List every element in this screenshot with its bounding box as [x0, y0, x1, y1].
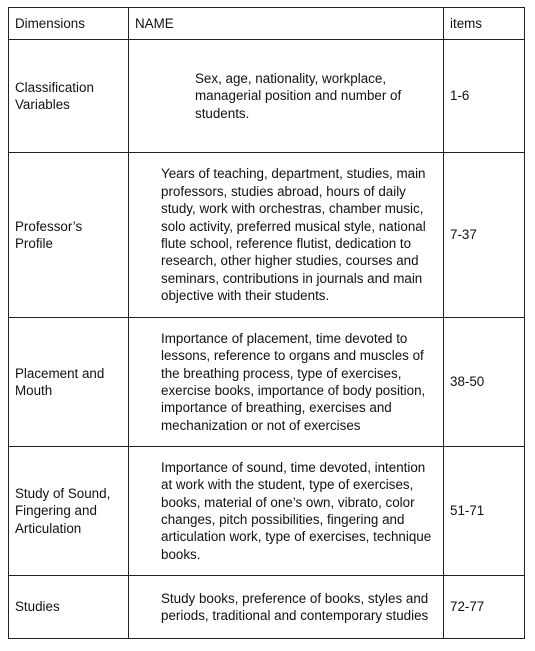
- table-row: [9, 447, 525, 576]
- items-cell: 1-6: [444, 40, 525, 153]
- header-name: NAME: [129, 8, 444, 40]
- name-cell: Study books, preference of books, styles and periods, traditional and contemporary studies: [129, 576, 444, 639]
- dimension-cell: Classification Variables: [9, 40, 129, 153]
- header-items: items: [444, 8, 525, 40]
- items-cell: 51-71: [444, 447, 525, 576]
- dimension-cell: Placement and Mouth: [9, 318, 129, 447]
- items-cell: 72-77: [444, 576, 525, 639]
- dimension-cell: Study of Sound, Fingering and Articulation: [9, 447, 129, 576]
- table-row: [9, 40, 525, 153]
- dimension-cell: Professor’s Profile: [9, 153, 129, 318]
- dimension-cell: Studies: [9, 576, 129, 639]
- name-cell: Importance of sound, time devoted, intention at work with the student, type of exercises, books, material of one’s own, vibrato, color changes, pitch possibilities, fingering and articulation work, type of exercises, technique books.: [129, 447, 444, 576]
- name-cell: Importance of placement, time devoted to lessons, reference to organs and muscles of the breathing process, type of exercises, exercise books, importance of body position, importance of breathing, exercises and mechanization or not of exercises: [129, 318, 444, 447]
- name-cell: Sex, age, nationality, workplace, managerial position and number of students.: [129, 40, 444, 153]
- header-dimensions: Dimensions: [9, 8, 129, 40]
- name-cell: Years of teaching, department, studies, main professors, studies abroad, hours of daily study, work with orchestras, chamber music, solo activity, preferred musical style, national flute school, reference flutist, dedication to research, other higher studies, courses and seminars, contributions in journals and main objective with their students.: [129, 153, 444, 318]
- dimensions-table: [8, 7, 525, 639]
- items-cell: 38-50: [444, 318, 525, 447]
- table-row: [9, 576, 525, 639]
- table-header-row: [9, 8, 525, 40]
- table-row: [9, 153, 525, 318]
- items-cell: 7-37: [444, 153, 525, 318]
- table-row: [9, 318, 525, 447]
